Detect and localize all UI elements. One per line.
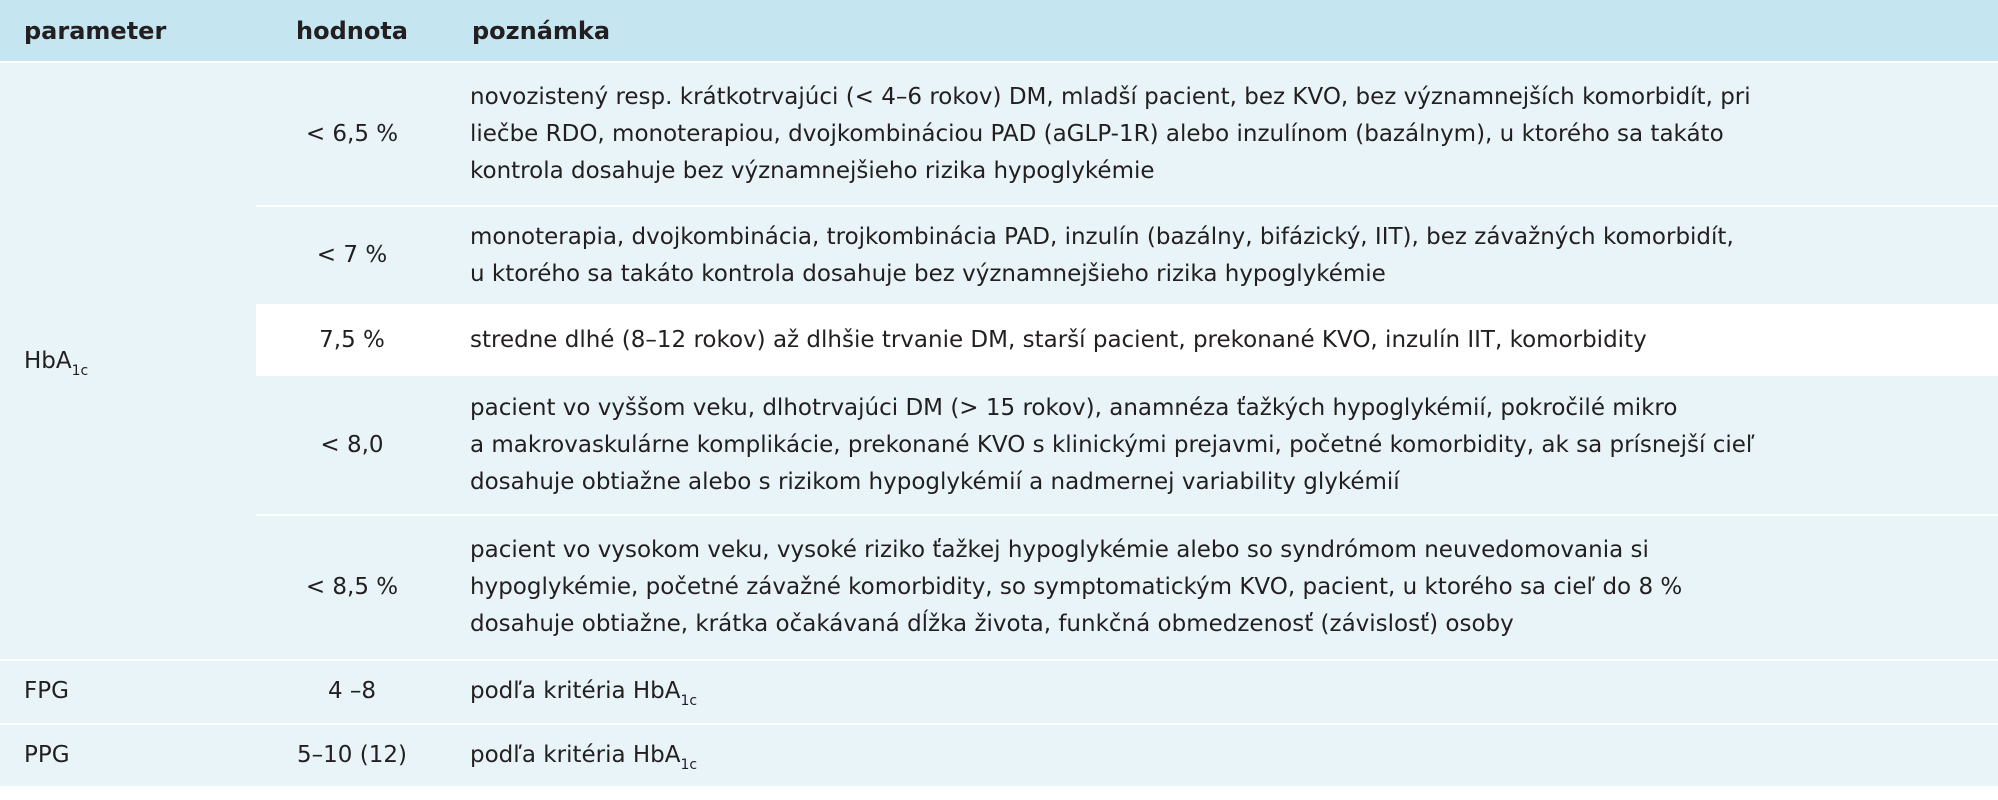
note-cell bbox=[448, 305, 1998, 375]
note-text: podľa kritéria HbA bbox=[470, 678, 681, 705]
table-row bbox=[0, 375, 1998, 515]
note-cell bbox=[448, 515, 1998, 660]
value-cell: 7,5 % bbox=[256, 305, 448, 375]
value-cell: 4 –8 bbox=[256, 660, 448, 723]
value-cell: < 8,5 % bbox=[256, 515, 448, 660]
note-cell bbox=[448, 660, 1998, 723]
table-body bbox=[0, 62, 1998, 787]
table-row bbox=[0, 206, 1998, 305]
header-value: hodnota bbox=[256, 0, 448, 62]
header-note: poznámka bbox=[448, 0, 1998, 62]
note-line: a makrovaskulárne komplikácie, prekonané KVO s klinickými prejavmi, početné komorbidity, ak sa prísnejší cieľ bbox=[470, 431, 1755, 458]
note-line: monoterapia, dvojkombinácia, trojkombinácia PAD, inzulín (bazálny, bifázický, IIT), bez závažných komorbidít, bbox=[470, 223, 1734, 250]
note-line: stredne dlhé (8–12 rokov) až dlhšie trvanie DM, starší pacient, prekonané KVO, inzulín IIT, komorbidity bbox=[470, 326, 1647, 353]
note-subscript: 1c bbox=[680, 693, 698, 710]
table-row bbox=[0, 724, 1998, 787]
note-line: dosahuje obtiažne alebo s rizikom hypoglykémií a nadmernej variability glykémií bbox=[470, 468, 1400, 495]
parameter-ppg: PPG bbox=[0, 724, 256, 787]
value-cell: < 7 % bbox=[256, 206, 448, 305]
value-cell: 5–10 (12) bbox=[256, 724, 448, 787]
note-line: hypoglykémie, početné závažné komorbidity, so symptomatickým KVO, pacient, u ktorého sa cieľ do 8 % bbox=[470, 574, 1683, 601]
note-text: podľa kritéria HbA bbox=[470, 741, 681, 768]
note-line: liečbe RDO, monoterapiou, dvojkombináciou PAD (aGLP-1R) alebo inzulínom (bazálnym), u ktorého sa takáto bbox=[470, 120, 1724, 147]
parameter-hba1c-label: HbA bbox=[24, 347, 72, 374]
note-line: pacient vo vysokom veku, vysoké riziko ťažkej hypoglykémie alebo so syndrómom neuvedomovania si bbox=[470, 537, 1649, 564]
header-parameter: parameter bbox=[0, 0, 256, 62]
note-cell bbox=[448, 724, 1998, 787]
table-row bbox=[0, 515, 1998, 660]
table-header bbox=[0, 0, 1998, 62]
parameter-fpg: FPG bbox=[0, 660, 256, 723]
value-cell: < 6,5 % bbox=[256, 62, 448, 206]
note-cell bbox=[448, 375, 1998, 515]
note-line: u ktorého sa takáto kontrola dosahuje bez významnejšieho rizika hypoglykémie bbox=[470, 260, 1386, 287]
value-cell: < 8,0 bbox=[256, 375, 448, 515]
parameter-hba1c-subscript: 1c bbox=[71, 362, 89, 379]
note-line: novozistený resp. krátkotrvajúci (< 4–6 rokov) DM, mladší pacient, bez KVO, bez významnejších komorbidít, pri bbox=[470, 83, 1751, 110]
note-cell bbox=[448, 62, 1998, 206]
header-row bbox=[0, 0, 1998, 62]
note-line: kontrola dosahuje bez významnejšieho rizika hypoglykémie bbox=[470, 157, 1155, 184]
note-line: dosahuje obtiažne, krátka očakávaná dĺžka života, funkčná obmedzenosť (závislosť) osoby bbox=[470, 611, 1514, 638]
note-subscript: 1c bbox=[680, 756, 698, 773]
table-row bbox=[0, 305, 1998, 375]
table-row bbox=[0, 660, 1998, 723]
parameter-hba1c bbox=[0, 62, 256, 660]
note-line: pacient vo vyššom veku, dlhotrvajúci DM (> 15 rokov), anamnéza ťažkých hypoglykémií, pokročilé mikro bbox=[470, 394, 1678, 421]
table-row bbox=[0, 62, 1998, 206]
note-cell bbox=[448, 206, 1998, 305]
